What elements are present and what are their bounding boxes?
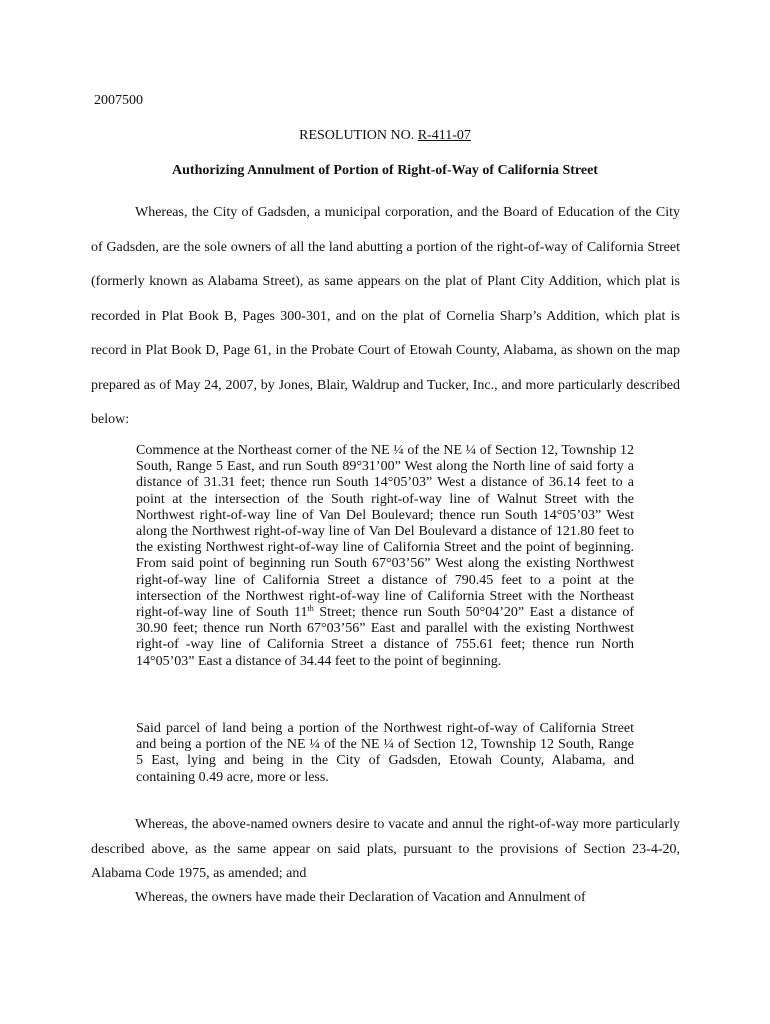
whereas-paragraph-3: Whereas, the owners have made their Declaration of Vacation and Annulment of xyxy=(135,890,586,905)
legal-description-part-1: Commence at the Northeast corner of the NE ¼ of the NE ¼ of Section 12, Township 12 South, Range 5 East, and run South 89°31’00” West along the North line of said forty a distance of 31.31 feet; thence run South 14°05’03” West a distance of 36.14 feet to a point at the intersection of the South right-of-way line of Walnut Street with the Northwest right-of-way line of Van Del Boulevard; thence run South 14°05’03” West along the Northwest right-of-way line of Van Del Boulevard a distance of 121.80 feet to the existing Northwest right-of-way line of California Street and the point of beginning. From said point of beginning run South 67°03’56” West along the existing Northwest right-of-way line of California Street a distance of 790.45 feet to a point at the intersection of the Northwest right-of-way line of California Street with the Northeast right-of-way line of South 11 xyxy=(136,443,634,621)
whereas-paragraph-1: Whereas, the City of Gadsden, a municipal corporation, and the Board of Education of the City of Gadsden, are the sole owners of all the land abutting a portion of the right-of-way of California Street (formerly known as Alabama Street), as same appears on the plat of Plant City Addition, which plat is recorded in Plat Book B, Pages 300-301, and on the plat of Cornelia Sharp’s Addition, which plat is record in Plat Book D, Page 61, in the Probate Court of Etowah County, Alabama, as shown on the map prepared as of May 24, 2007, by Jones, Blair, Waldrup and Tucker, Inc., and more particularly described below: xyxy=(91,205,680,427)
document-number: 2007500 xyxy=(94,93,143,108)
parcel-description-paragraph: Said parcel of land being a portion of the Northwest right-of-way of California Street and being a portion of the NE ¼ of the NE ¼ of Section 12, Township 12 South, Range 5 East, lying and being in the City of Gadsden, Etowah County, Alabama, and containing 0.49 acre, more or less. xyxy=(136,721,634,785)
legal-description-part-2: Street; thence run South 50°04’20” East a distance of 30.90 feet; thence run North 67°03’56” East and parallel with the existing Northwest right-of -way line of California Street a distance of 755.61 feet; thence run North 14°05’03” East a distance of 34.44 feet to the point of beginning. xyxy=(136,605,634,669)
resolution-title xyxy=(0,127,770,145)
resolution-number: R-411-07 xyxy=(417,128,471,143)
ordinal-superscript: th xyxy=(307,604,314,614)
resolution-prefix: RESOLUTION NO. xyxy=(299,128,418,143)
resolution-subject: Authorizing Annulment of Portion of Right-of-Way of California Street xyxy=(172,163,598,178)
whereas-paragraph-2: Whereas, the above-named owners desire to vacate and annul the right-of-way more particularly described above, as the same appear on said plats, pursuant to the provisions of Section 23-4-20, Alabama Code 1975, as amended; and xyxy=(91,817,680,881)
legal-description-paragraph xyxy=(136,443,634,670)
